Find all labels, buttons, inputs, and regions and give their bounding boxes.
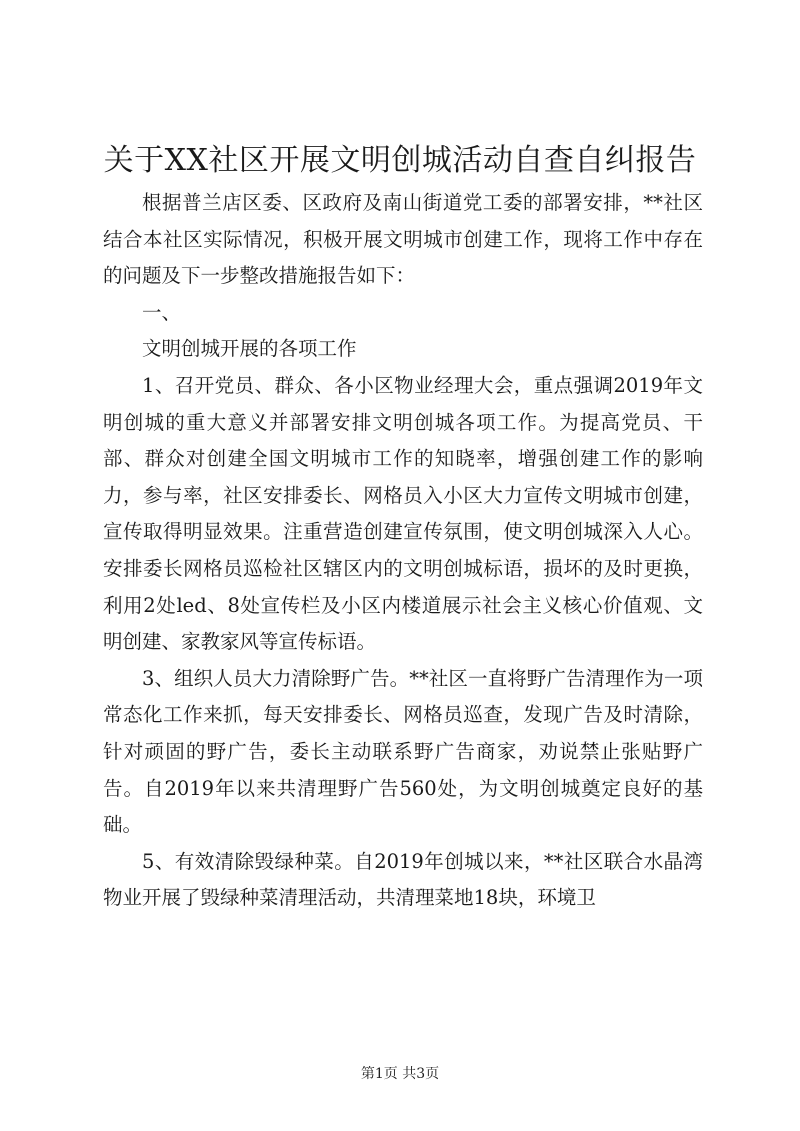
document-body [103,185,703,917]
paragraph-item-5: 5、有效清除毁绿种菜。自2019年创城以来，**社区联合水晶湾物业开展了毁绿种菜清理活动，共清理菜地18块，环境卫 [103,849,703,910]
section-number: 一、 [142,300,182,324]
paragraph-intro: 根据普兰店区委、区政府及南山街道党工委的部署安排，**社区结合本社区实际情况，积极开展文明城市创建工作，现将工作中存在的问题及下一步整改措施报告如下： [103,191,703,288]
paragraph-item-3: 3、组织人员大力清除野广告。**社区一直将野广告清理作为一项常态化工作来抓，每天安排委长、网格员巡查，发现广告及时清除，针对顽固的野广告，委长主动联系野广告商家，劝说禁止张贴野广告。自2019年以来共清理野广告560处，为文明创城奠定良好的基础。 [103,666,703,837]
section-heading: 文明创城开展的各项工作 [142,337,357,361]
paragraph-item-1: 1、召开党员、群众、各小区物业经理大会，重点强调2019年文明创城的重大意义并部署安排文明创城各项工作。为提高党员、干部、群众对创建全国文明城市工作的知晓率，增强创建工作的影响力，参与率，社区安排委长、网格员入小区大力宣传文明城市创建，宣传取得明显效果。注重营造创建宣传氛围，使文明创城深入人心。安排委长网格员巡检社区辖区内的文明创城标语，损坏的及时更换，利用2处led、8处宣传栏及小区内楼道展示社会主义核心价值观、文明创建、家教家风等宣传标语。 [103,373,703,654]
page-footer: 第1页 共3页 [360,1066,440,1082]
document-title: 关于XX社区开展文明创城活动自查自纠报告 [103,143,697,178]
